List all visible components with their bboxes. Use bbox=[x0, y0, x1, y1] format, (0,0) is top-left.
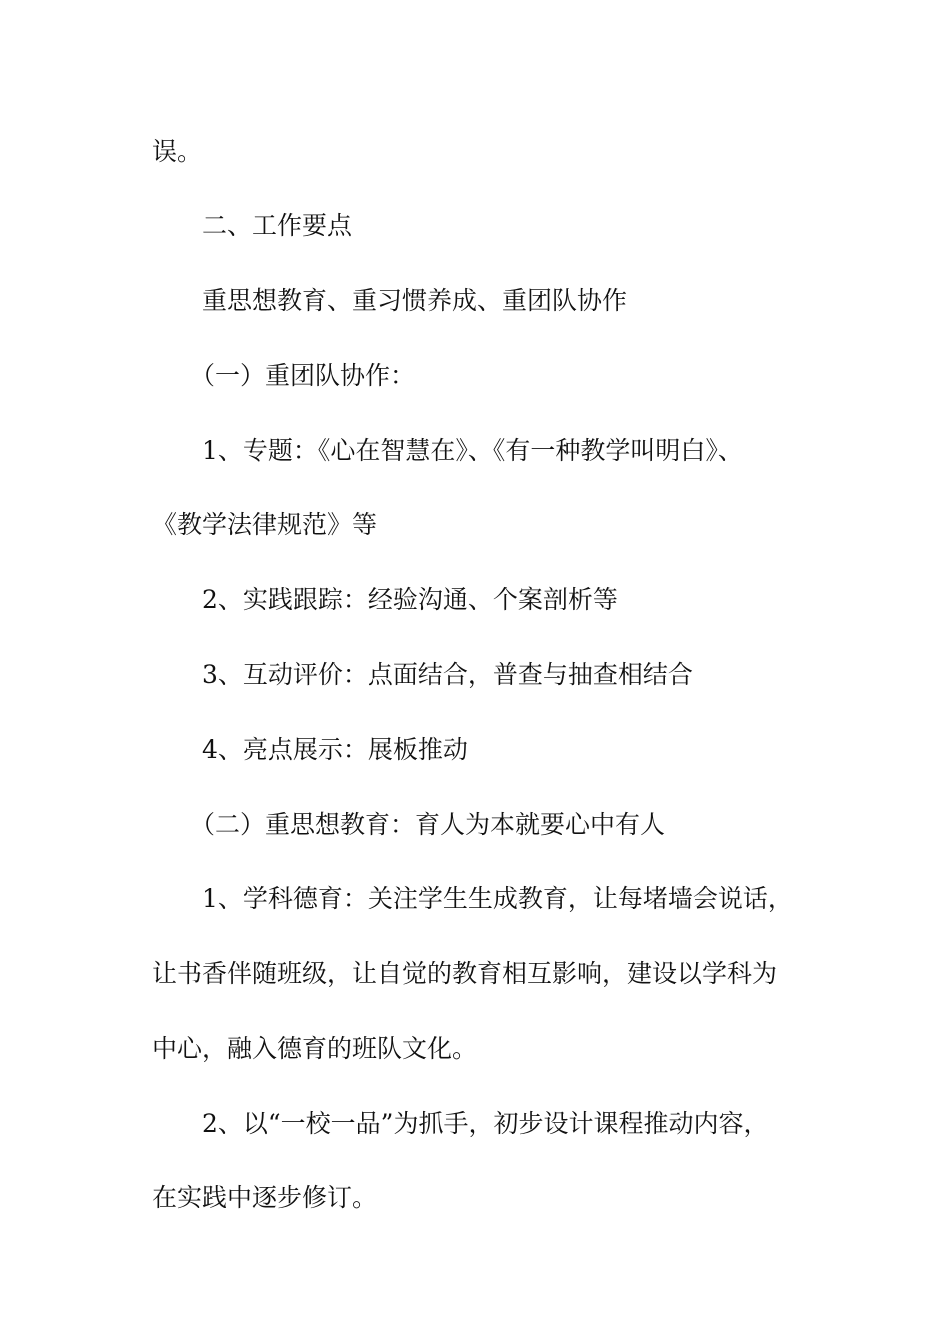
list-item: 2、实践跟踪：经验沟通、个案剖析等 bbox=[202, 585, 618, 614]
list-item: 4、亮点展示：展板推动 bbox=[202, 735, 468, 764]
paragraph-line: 重思想教育、重习惯养成、重团队协作 bbox=[202, 286, 628, 315]
section-heading: 二、工作要点 bbox=[202, 211, 353, 240]
paragraph-line: 误。 bbox=[152, 137, 203, 166]
subsection-heading: （二）重思想教育：育人为本就要心中有人 bbox=[190, 810, 666, 839]
paragraph-line: 在实践中逐步修订。 bbox=[152, 1183, 378, 1212]
list-item: 1、学科德育：关注学生生成教育，让每堵墙会说话， bbox=[202, 884, 793, 913]
subsection-heading: （一）重团队协作： bbox=[190, 361, 416, 390]
list-item: 1、专题：《心在智慧在》、《有一种教学叫明白》、 bbox=[202, 436, 743, 465]
list-item: 3、互动评价：点面结合，普查与抽查相结合 bbox=[202, 660, 693, 689]
paragraph-line: 《教学法律规范》等 bbox=[152, 510, 378, 539]
list-item: 2、以“一校一品”为抓手，初步设计课程推动内容， bbox=[202, 1109, 769, 1138]
paragraph-line: 中心，融入德育的班队文化。 bbox=[152, 1034, 478, 1063]
paragraph-line: 让书香伴随班级，让自觉的教育相互影响，建设以学科为 bbox=[152, 959, 778, 988]
